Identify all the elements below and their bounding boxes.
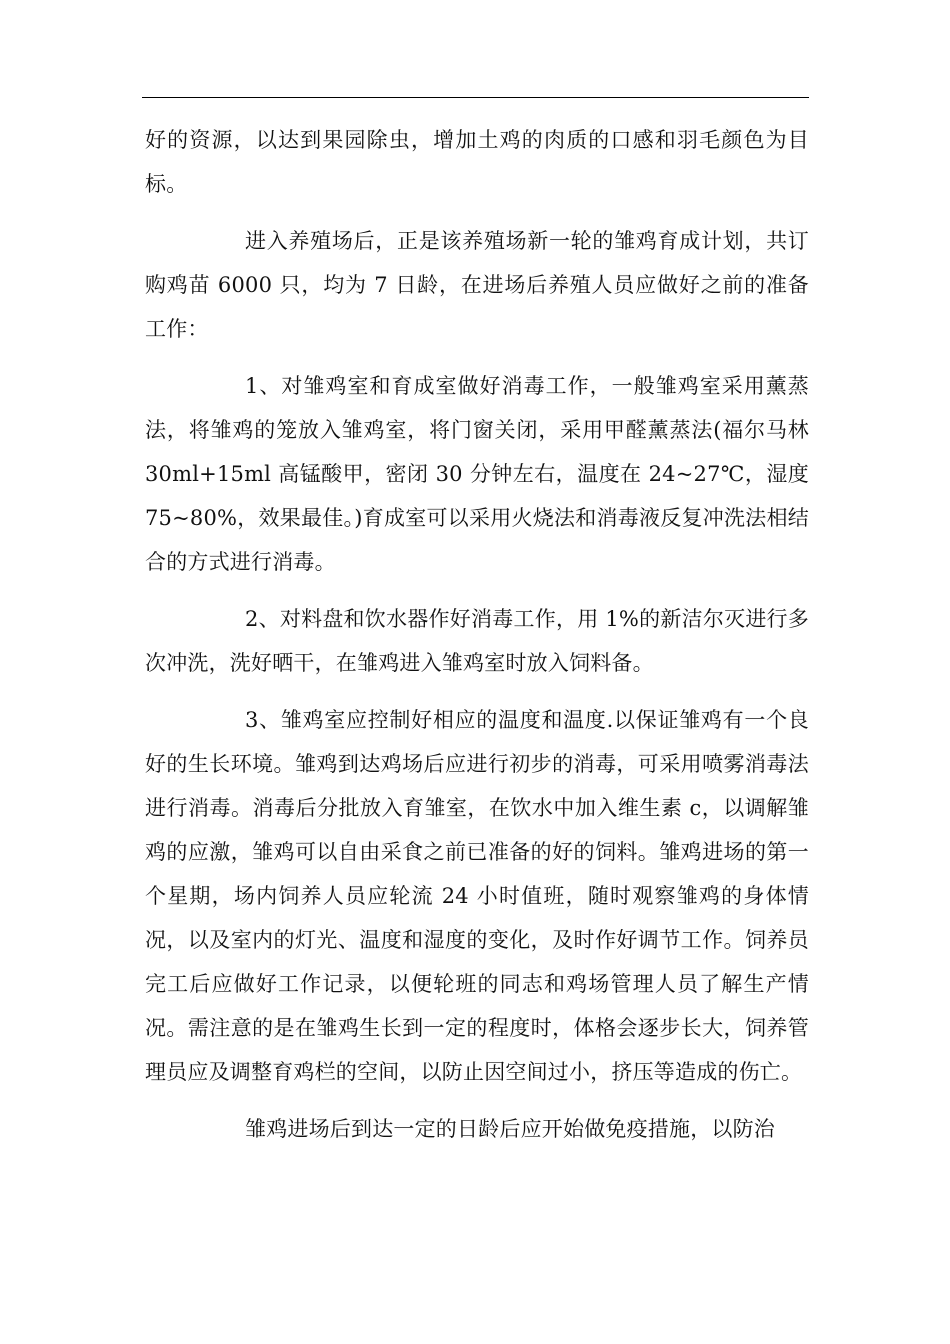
header-rule — [142, 97, 809, 98]
paragraph-step-1-disinfection: 1、对雏鸡室和育成室做好消毒工作，一般雏鸡室采用薰蒸法，将雏鸡的笼放入雏鸡室，将门窗关闭，采用甲醛薰蒸法(福尔马林 30ml+15ml 高锰酸甲，密闭 30 分钟左右，温度在 24~27℃，湿度 75~80%，效果最佳。)育成室可以采用火烧法和消毒液反复冲洗法相结合的方式进行消毒。 — [145, 374, 809, 574]
document-body — [145, 118, 809, 1164]
paragraph-chick-order: 进入养殖场后，正是该养殖场新一轮的雏鸡育成计划，共订购鸡苗 6000 只，均为 7 日龄，在进场后养殖人员应做好之前的准备工作： — [145, 229, 809, 341]
paragraph-continuation: 好的资源，以达到果园除虫，增加土鸡的肉质的口感和羽毛颜色为目标。 — [145, 128, 809, 196]
paragraph-immunization: 雏鸡进场后到达一定的日龄后应开始做免疫措施，以防治 — [245, 1117, 775, 1141]
paragraph-step-2-feeders: 2、对料盘和饮水器作好消毒工作，用 1%的新洁尔灭进行多次冲洗，洗好晒干，在雏鸡进入雏鸡室时放入饲料备。 — [145, 607, 809, 675]
paragraph-step-3-environment: 3、雏鸡室应控制好相应的温度和温度.以保证雏鸡有一个良好的生长环境。雏鸡到达鸡场后应进行初步的消毒，可采用喷雾消毒法进行消毒。消毒后分批放入育雏室，在饮水中加入维生素 c，以调解雏鸡的应激，雏鸡可以自由采食之前已准备的好的饲料。雏鸡进场的第一个星期，场内饲养人员应轮流 24 小时值班，随时观察雏鸡的身体情况，以及室内的灯光、温度和湿度的变化，及时作好调节工作。饲养员完工后应做好工作记录，以便轮班的同志和鸡场管理人员了解生产情况。需注意的是在雏鸡生长到一定的程度时，体格会逐步长大，饲养管理员应及调整育鸡栏的空间，以防止因空间过小，挤压等造成的伤亡。 — [145, 708, 809, 1084]
